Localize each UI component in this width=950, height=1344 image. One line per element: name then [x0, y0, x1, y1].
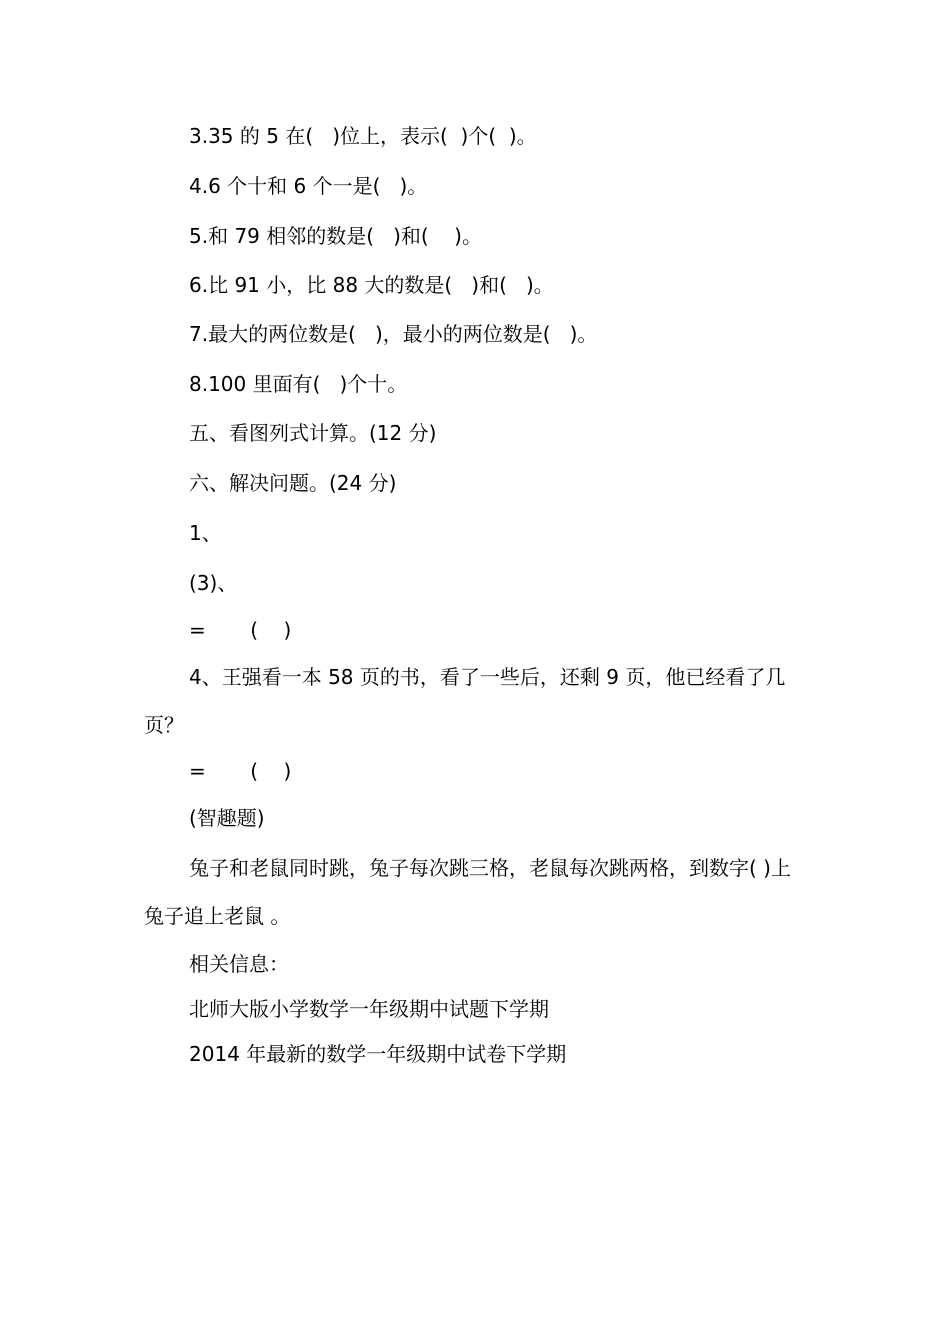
bonus-heading: (智趣题): [189, 806, 265, 830]
question-6: 6.比 91 小，比 88 大的数是( )和( )。: [189, 273, 554, 297]
section-six-heading: 六、解决问题。(24 分): [189, 471, 397, 495]
question-3: 3.35 的 5 在( )位上，表示( )个( )。: [189, 124, 537, 148]
related-link-2: 2014 年最新的数学一年级期中试卷下学期: [189, 1042, 567, 1066]
section-five-heading: 五、看图列式计算。(12 分): [189, 421, 437, 445]
bonus-problem-text: 兔子和老鼠同时跳，兔子每次跳三格，老鼠每次跳两格，到数字( )上兔子追上老鼠 。: [144, 856, 791, 928]
related-link-1: 北师大版小学数学一年级期中试题下学期: [189, 997, 549, 1021]
question-7: 7.最大的两位数是( )，最小的两位数是( )。: [189, 322, 598, 346]
question-4: 4.6 个十和 6 个一是( )。: [189, 174, 428, 198]
problem-1-label: 1、: [189, 521, 222, 545]
answer-line-2: = ( ): [189, 759, 292, 783]
question-8: 8.100 里面有( )个十。: [189, 372, 408, 396]
answer-line-1: = ( ): [189, 618, 292, 642]
problem-3-label: (3)、: [189, 571, 238, 595]
question-5: 5.和 79 相邻的数是( )和( )。: [189, 224, 482, 248]
related-info-heading: 相关信息：: [189, 952, 289, 976]
problem-4-text: 4、王强看一本 58 页的书，看了一些后，还剩 9 页，他已经看了几页？: [144, 665, 786, 737]
